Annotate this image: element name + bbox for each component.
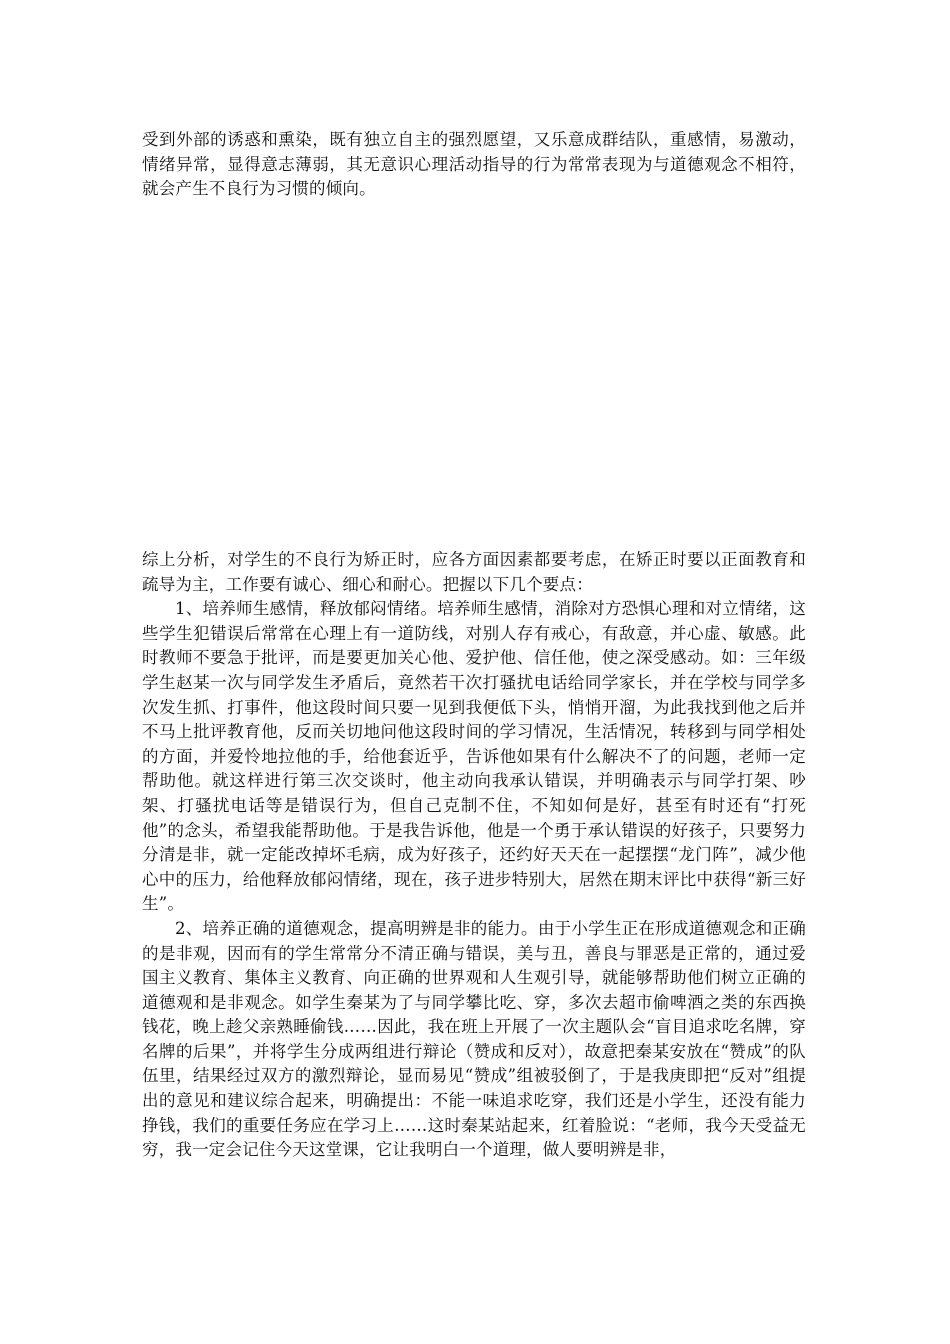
paragraph-point-1: 1、培养师生感情，释放郁闷情绪。培养师生感情，消除对方恐惧心理和对立情绪，这些学生犯错误后常常在心理上有一道防线，对别人存有戒心，有敌意，并心虚、敏感。此时教师不要急于批评，而是要更加关心他、爱护他、信任他，使之深受感动。如：三年级学生赵某一次与同学发生矛盾后，竟然若干次打骚扰电话给同学家长，并在学校与同学多次发生抓、打事件，他这段时间只要一见到我便低下头，悄悄开溜，为此我找到他之后并不马上批评教育他，反而关切地问他这段时间的学习情况，生活情况，转移到与同学相处的方面，并爱怜地拉他的手，给他套近乎，告诉他如果有什么解决不了的问题，老师一定帮助他。就这样进行第三次交谈时，他主动向我承认错误，并明确表示与同学打架、吵架、打骚扰电话等是错误行为，但自己克制不住，不知如何是好，甚至有时还有“打死他”的念头，希望我能帮助他。于是我告诉他，他是一个勇于承认错误的好孩子，只要努力分清是非，就一定能改掉坏毛病，成为好孩子，还约好天天在一起摆摆“龙门阵”，减少他心中的压力，给他释放郁闷情绪，现在，孩子进步特别大，居然在期末评比中获得“新三好生”。 — [142, 599, 806, 914]
paragraph-student-temptation: 受到外部的诱惑和熏染，既有独立自主的强烈愿望，又乐意成群结队，重感情，易激动，情绪异常，显得意志薄弱，其无意识心理活动指导的行为常常表现为与道德观念不相符，就会产生不良行为习惯的倾向。 — [142, 130, 806, 199]
paragraph-point-2: 2、培养正确的道德观念，提高明辨是非的能力。由于小学生正在形成道德观念和正确的是非观，因而有的学生常常分不清正确与错误，美与丑，善良与罪恶是正常的，通过爱国主义教育、集体主义教育、向正确的世界观和人生观引导，就能够帮助他们树立正确的道德观和是非观念。如学生秦某为了与同学攀比吃、穿，多次去超市偷啤酒之类的东西换钱花，晚上趁父亲熟睡偷钱……因此，我在班上开展了一次主题队会“盲目追求吃名牌，穿名牌的后果”，并将学生分成两组进行辩论（赞成和反对），故意把秦某安放在“赞成”的队伍里，结果经过双方的激烈辩论，显而易见“赞成”组被驳倒了，于是我庚即把“反对”组提出的意见和建议综合起来，明确提出：不能一味追求吃穿，我们还是小学生，还没有能力挣钱，我们的重要任务应在学习上……这时秦某站起来，红着脸说：“老师，我今天受益无穷，我一定会记住今天这堂课，它让我明白一个道理，做人要明辨是非， — [142, 918, 806, 1160]
paragraph-summary: 综上分析，对学生的不良行为矫正时，应各方面因素都要考虑，在矫正时要以正面教育和疏导为主，工作要有诚心、细心和耐心。把握以下几个要点： — [142, 550, 806, 594]
main-text-block — [142, 548, 806, 1163]
top-text-block — [142, 128, 806, 202]
